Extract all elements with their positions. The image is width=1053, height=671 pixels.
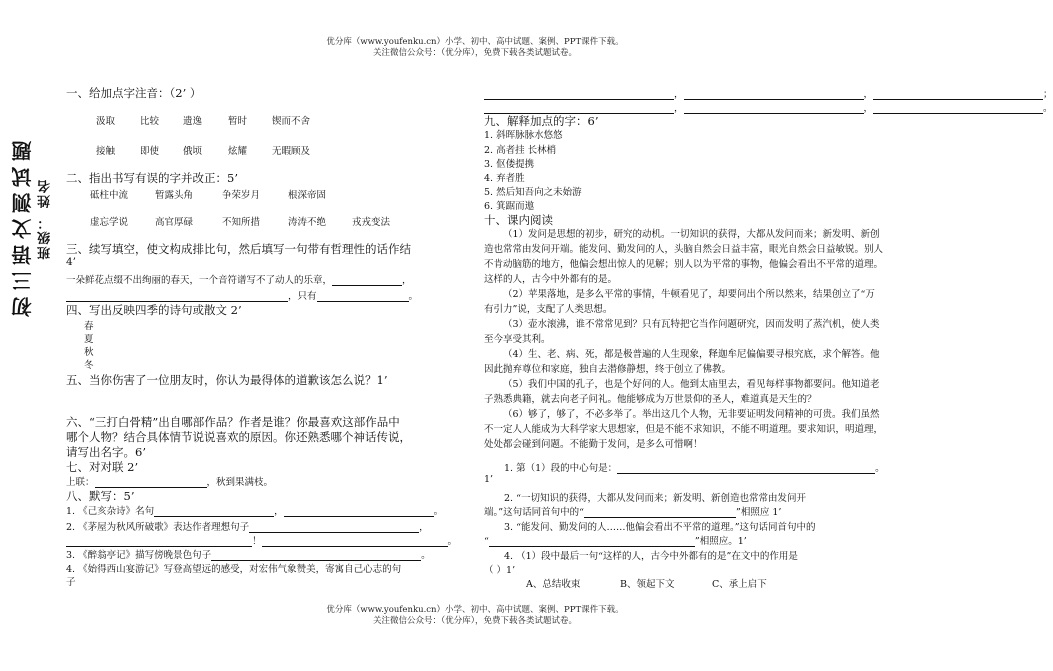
passage-paragraph: （5）我们中国的孔子，也是个好问的人。他到太庙里去，看见每样事物都要问。他知道老子熟悉典籍，就去向老子问礼。他能够成为万世景仰的圣人，难道真是天生的？	[484, 379, 880, 405]
q10-sub-1-text: 1. 第（1）段的中心句是：	[504, 463, 618, 474]
q3-only: ，只有	[288, 291, 317, 302]
q5-title: 五、当你伤害了一位朋友时，你认为最得体的道歉该怎么说？1’	[66, 373, 388, 387]
reading-passage	[484, 227, 884, 452]
q10-sub-2b-end: ”相照应 1’	[735, 507, 782, 518]
q8-item-1-text: 1. 《己亥杂诗》名句	[66, 506, 155, 517]
q2-phrase: 不知所措	[222, 217, 261, 228]
q9-item: 2. 高者挂 长林梢	[484, 145, 557, 156]
header-line-2: 关注微信公众号：（优分库），免费下载各类试题试卷。	[372, 48, 577, 58]
q10-sub-3a: 3. “能发问、勤发问的人……他偏会看出不平常的道理。”这句话同首句中的	[504, 522, 816, 533]
q10-sub-1-score: 1’	[484, 474, 494, 485]
q9-item: 4. 弃者胜	[484, 173, 525, 184]
class-name-label: 班级： 姓名	[38, 178, 53, 260]
q1-title: 一、给加点字注音：（2’ ）	[66, 86, 202, 100]
q1-word: 即使	[140, 146, 160, 157]
q3-sentence: 一朵鲜花点缀不出绚丽的春天，一个音符谱写不了动人的乐章，	[66, 275, 333, 286]
q3-blank-3[interactable]	[317, 301, 409, 302]
q10-sub-4b: （ ）1’	[484, 565, 516, 576]
q10-option-b[interactable]: B、领起下文	[620, 579, 675, 590]
passage-paragraph: （4）生、老、病、死，都是极普遍的人生现象，释迦牟尼偏偏要寻根究底，求个解答。他因此抛弃尊位和家庭，独自去潜修静想，终于创立了佛教。	[484, 349, 880, 375]
q6-line-2: 哪个人物？结合具体情节说说喜欢的原因。你还熟悉哪个神话传说，	[66, 430, 411, 444]
q3-line-1: 一朵鲜花点缀不出绚丽的春天，一个音符谱写不了动人的乐章， ，	[66, 275, 412, 286]
q7-title: 七、对对联 2’	[66, 460, 139, 474]
q2-phrase: 争荣岁月	[222, 190, 261, 201]
q1-word: 无暇顾及	[272, 146, 311, 157]
q7-couplet	[66, 474, 273, 488]
answer-blank[interactable]	[873, 113, 1043, 114]
q1-word: 暂时	[228, 116, 248, 127]
q3-line-2: ，只有 。	[66, 288, 418, 302]
q2-phrase: 高官厚碌	[155, 217, 194, 228]
page-footer	[0, 605, 950, 627]
q10-sub-3b	[484, 533, 747, 547]
page-header	[0, 37, 950, 59]
q8-item-2-text: 2. 《茅屋为秋风所破歌》表达作者理想句子	[66, 522, 250, 533]
exam-title: 初三语文测试题	[11, 135, 35, 317]
season-autumn: 秋	[84, 347, 94, 358]
q3-blank-1[interactable]	[332, 285, 402, 286]
season-summer: 夏	[84, 334, 94, 345]
q10-option-c[interactable]: C、承上启下	[712, 579, 767, 590]
passage-paragraph: （2）苹果落地，是多么平常的事情，牛顿看见了，却要问出个所以然来，结果创立了“万有引力”说，支配了人类思想。	[484, 289, 875, 315]
q8-item-2-cont: ！ 。	[66, 533, 457, 547]
q8-right-blanks-2: ， ， 。	[484, 100, 1053, 114]
q8-item-3-text: 3. 《醉翁亭记》描写傍晚景色句子	[66, 550, 212, 561]
q6-text	[66, 415, 411, 460]
q10-sub-4a: 4. （1）段中最后一句“这样的人，古今中外都有的是”在文中的作用是	[504, 551, 798, 562]
q1-word: 比较	[140, 116, 160, 127]
passage-paragraph: （1）发问是思想的初步，研究的动机。一切知识的获得，大都从发问而来；新发明、新创造也常常由发问开端。能发问、勤发问的人，头脑自然会日益丰富，眼光自然会日益敏锐。别人不肯动脑筋的地方，他偏会想出惊人的见解；别人以为平常的事物，他偏会看出不平常的道理。这样的人，古今中外都有的是。	[484, 229, 884, 285]
q2-phrase: 戎戎变法	[352, 217, 391, 228]
q8-item-4: 4. 《始得西山宴游记》写登高望远的感受，对宏伟气象赞美，寄寓自己心志的句	[66, 564, 402, 575]
passage-paragraph: （6）够了，够了，不必多举了。举出这几个人物，无非要证明发问精神的可贵。我们虽然不一定人人能成为大科学家大思想家，但是不能不求知识，不能不明道理。要求知识，明道理，处处都会碰到问题。不能勤于发问，是多么可惜啊！	[484, 409, 884, 450]
q10-blank[interactable]	[584, 517, 736, 518]
q2-phrase: 根深帝固	[288, 190, 327, 201]
q10-sub-2b	[484, 504, 781, 518]
q8-right-blanks-1: ， ， ；	[484, 86, 1053, 100]
q1-word: 遗逸	[183, 116, 203, 127]
q10-blank[interactable]	[489, 546, 695, 547]
q8-item-1: 1. 《己亥杂诗》名句 ， 。	[66, 506, 444, 517]
q10-sub-1: 1. 第（1）段的中心句是： 。	[504, 463, 885, 474]
q10-sub-2a: 2. “一切知识的获得，大都从发问而来；新发明、新创造也常常由发问开	[504, 493, 806, 504]
q4-title: 四、写出反映四季的诗句或散文 2’	[66, 303, 242, 317]
q10-sub-2b-text: 端。”这句话同首句中的“	[484, 507, 584, 518]
q8-blank[interactable]	[154, 516, 274, 517]
q1-word: 锲而不舍	[272, 116, 311, 127]
q7-text: ，秋到果满枝。	[206, 477, 274, 488]
q10-sub-3b-end: ”相照应。1’	[694, 536, 747, 547]
q8-item-4-tail: 子	[66, 577, 76, 588]
q3-score: 4’	[66, 256, 77, 268]
q2-title: 二、指出书写有误的字并改正：5’	[66, 171, 238, 185]
q3-title: 三、续写填空，使文构成排比句，然后填写一句带有哲理性的话作结	[66, 242, 411, 256]
q9-item: 5. 然后知吾向之未始游	[484, 187, 582, 198]
q2-phrase: 涛涛不绝	[288, 217, 327, 228]
q1-word: 接触	[96, 146, 116, 157]
q10-blank[interactable]	[617, 473, 875, 474]
header-line-1: 优分库（www.youfenku.cn）小学、初中、高中试题、案例、PPT课件下载。	[326, 37, 624, 47]
footer-line-1: 优分库（www.youfenku.cn）小学、初中、高中试题、案例、PPT课件下载。	[326, 605, 624, 615]
q10-title: 十、课内阅读	[484, 213, 553, 227]
q9-item: 1. 斜晖脉脉水悠悠	[484, 130, 563, 141]
q2-phrase: 砥柱中流	[90, 190, 129, 201]
q1-word: 俄顷	[183, 146, 203, 157]
season-spring: 春	[84, 321, 94, 332]
q2-phrase: 暂露头角	[155, 190, 194, 201]
q7-label: 上联：	[66, 477, 95, 488]
season-winter: 冬	[84, 360, 94, 371]
footer-line-2: 关注微信公众号：（优分库），免费下载各类试题试卷。	[372, 616, 577, 626]
q10-sub-3b-open: “	[484, 536, 489, 547]
q9-item: 3. 伛偻提携	[484, 159, 535, 170]
q8-item-2: 2. 《茅屋为秋风所破歌》表达作者理想句子 ，	[66, 522, 429, 533]
q8-item-3: 3. 《醉翁亭记》描写傍晚景色句子 。	[66, 550, 431, 561]
q9-title: 九、解释加点的字：6’	[484, 114, 599, 128]
q6-line-3: 请写出名字。6’	[66, 445, 146, 459]
q8-title: 八、默写：5’	[66, 489, 135, 503]
q6-line-1: 六、“三打白骨精”出自哪部作品？作者是谁？你最喜欢这部作品中	[66, 415, 400, 429]
q2-phrase: 虚忘学说	[90, 217, 129, 228]
q8-blank[interactable]	[284, 516, 434, 517]
q1-word: 炫耀	[228, 146, 248, 157]
q10-option-a[interactable]: A、总结收束	[526, 579, 581, 590]
passage-paragraph: （3）壶水滚沸，谁不常常见到？只有瓦特把它当作问题研究，因而发明了蒸汽机，使人类至今享受其利。	[484, 319, 880, 345]
q1-word: 汲取	[96, 116, 116, 127]
q9-item: 6. 箕踞而遨	[484, 201, 535, 212]
answer-blank[interactable]	[684, 113, 864, 114]
